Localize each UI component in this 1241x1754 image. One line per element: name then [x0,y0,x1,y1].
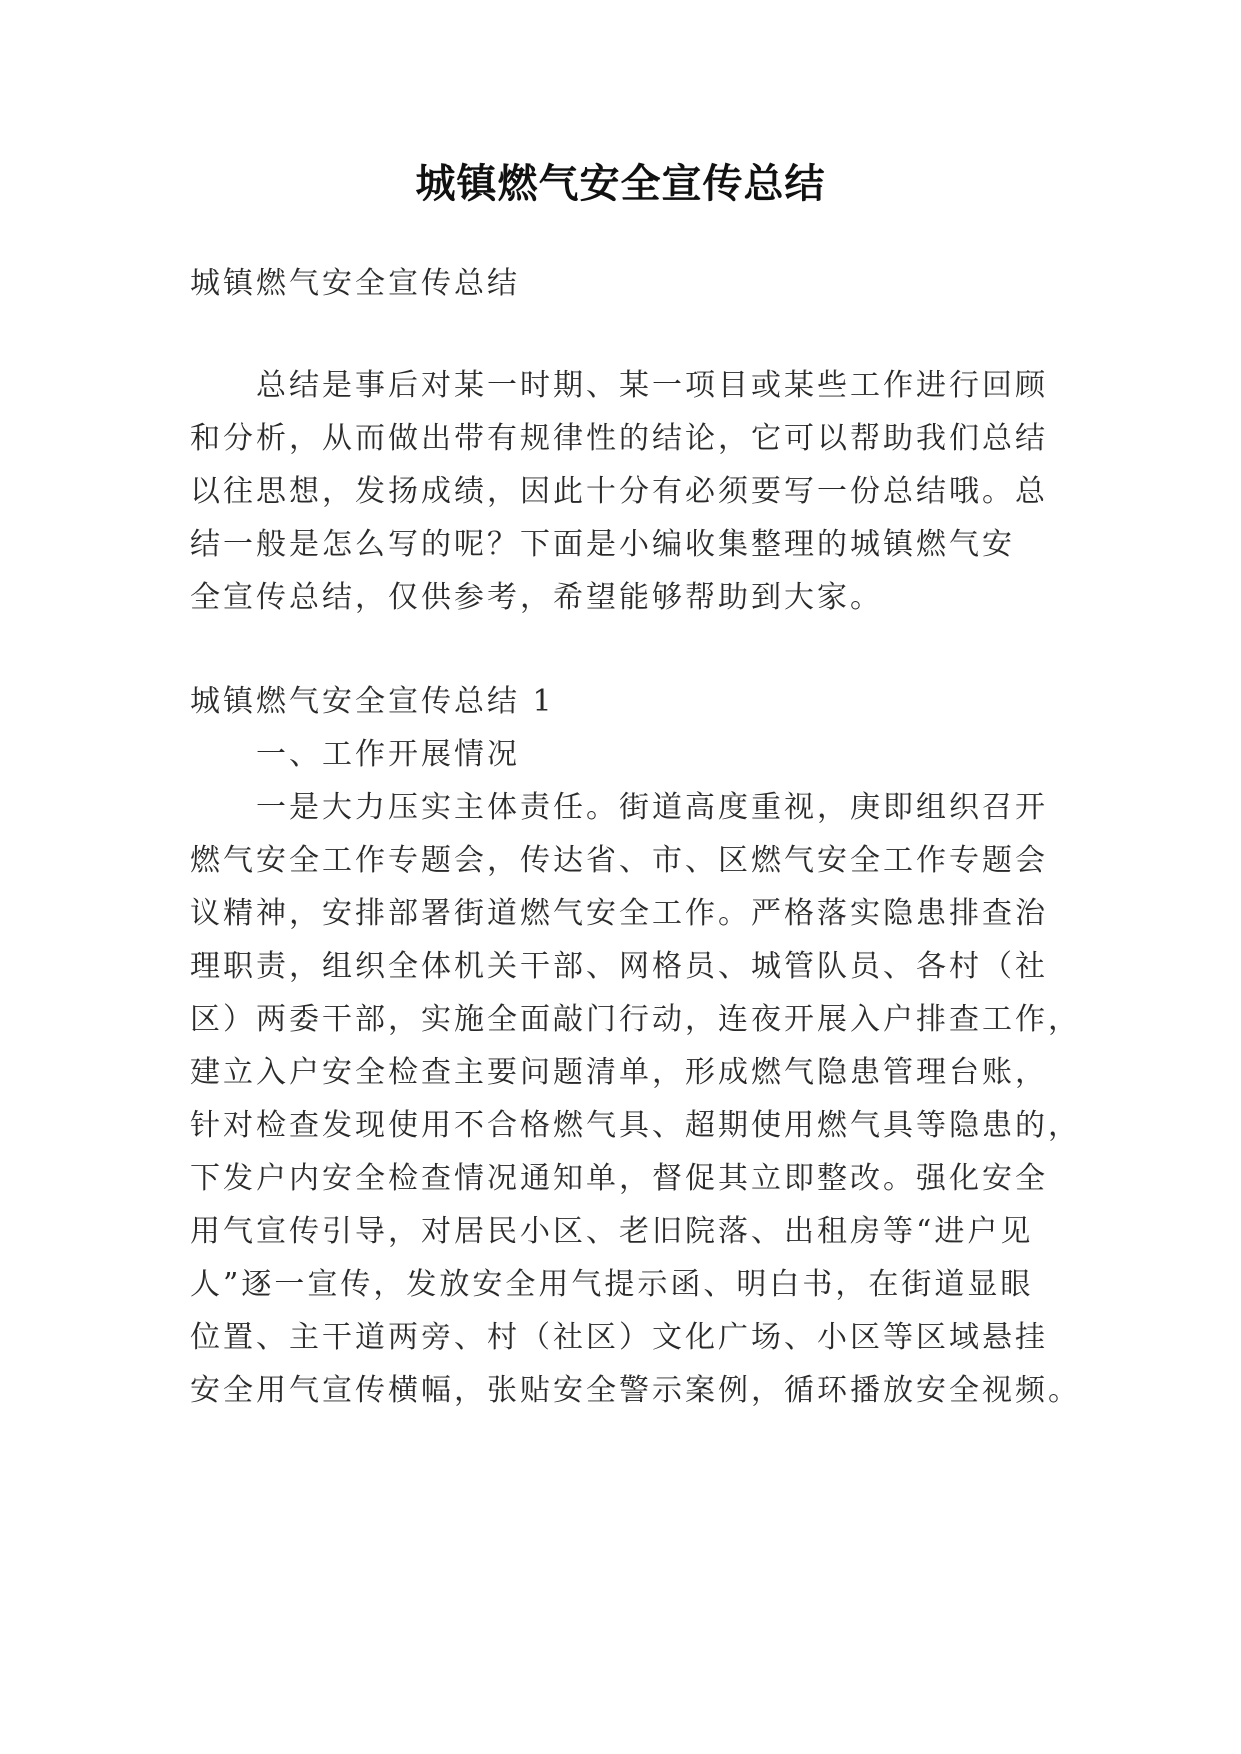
intro-line: 以往思想，发扬成绩，因此十分有必须要写一份总结哦。总 [190,474,1048,509]
body-line: 一是大力压实主体责任。街道高度重视，庚即组织召开 [256,790,1048,825]
body-line: 位置、主干道两旁、村（社区）文化广场、小区等区域悬挂 [190,1320,1048,1355]
section-title: 城镇燃气安全宣传总结 1 [190,684,555,719]
document-title: 城镇燃气安全宣传总结 [415,160,826,207]
body-line: 针对检查发现使用不合格燃气具、超期使用燃气具等隐患的， [190,1108,1081,1143]
body-line: 人”逐一宣传，发放安全用气提示函、明白书，在街道显眼 [190,1267,1034,1302]
body-line: 燃气安全工作专题会，传达省、市、区燃气安全工作专题会 [190,843,1048,878]
body-line: 建立入户安全检查主要问题清单，形成燃气隐患管理台账， [190,1055,1048,1090]
document-subtitle: 城镇燃气安全宣传总结 [190,266,520,301]
intro-line: 全宣传总结，仅供参考，希望能够帮助到大家。 [190,580,883,615]
body-line: 议精神，安排部署街道燃气安全工作。严格落实隐患排查治 [190,896,1048,931]
intro-line: 和分析，从而做出带有规律性的结论，它可以帮助我们总结 [190,421,1048,456]
body-line: 理职责，组织全体机关干部、网格员、城管队员、各村（社 [190,949,1048,984]
section-heading: 一、工作开展情况 [256,737,520,772]
intro-line: 结一般是怎么写的呢？下面是小编收集整理的城镇燃气安 [190,527,1015,562]
body-line: 下发户内安全检查情况通知单，督促其立即整改。强化安全 [190,1161,1048,1196]
body-line: 安全用气宣传横幅，张贴安全警示案例，循环播放安全视频。 [190,1373,1081,1408]
body-line: 区）两委干部，实施全面敲门行动，连夜开展入户排查工作， [190,1002,1081,1037]
intro-line: 总结是事后对某一时期、某一项目或某些工作进行回顾 [256,368,1048,403]
body-line: 用气宣传引导，对居民小区、老旧院落、出租房等“进户见 [190,1214,1034,1249]
